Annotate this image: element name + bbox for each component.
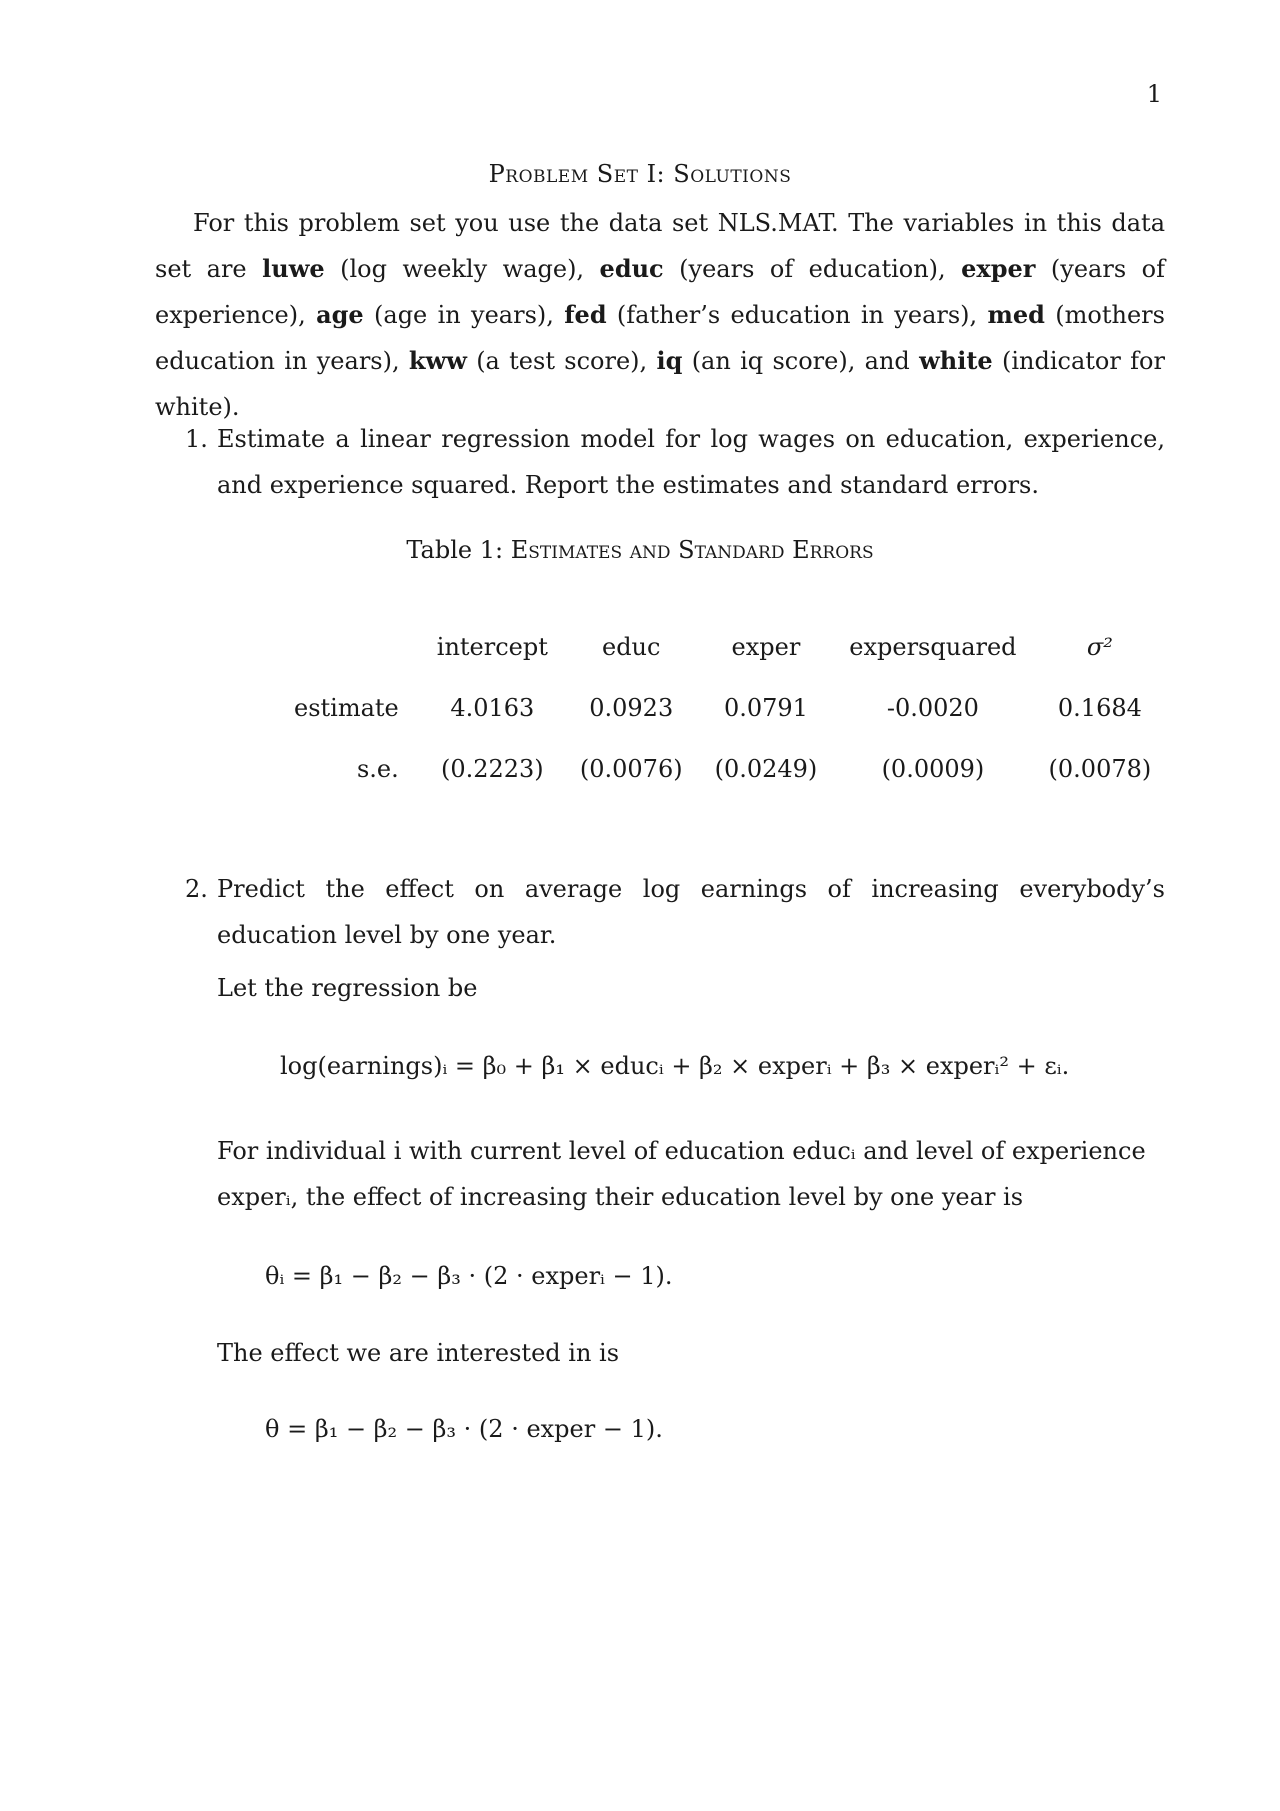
table-cell: 0.0791 <box>723 693 808 722</box>
var-name: educ <box>599 254 664 283</box>
row-label: s.e. <box>356 754 399 783</box>
theta-i-equation: θᵢ = β₁ − β₂ − β₃ · (2 · experᵢ − 1). <box>265 1262 673 1290</box>
question-text: Estimate a linear regression model for log wages on education, experience, and experience squared. Report the estimates and standard errors. <box>217 425 1165 499</box>
var-desc: (father’s education in years), <box>616 301 978 329</box>
table-row <box>278 738 1167 799</box>
table-corner <box>278 616 421 677</box>
table-cell: 4.0163 <box>450 693 535 722</box>
var-name: kww <box>408 346 467 375</box>
var-name: luwe <box>262 254 325 283</box>
var-name: fed <box>564 300 607 329</box>
table-header: σ² <box>1086 632 1113 661</box>
table-header: educ <box>601 632 661 661</box>
var-desc: (years of education), <box>679 255 946 283</box>
table-cell: (0.0078) <box>1048 754 1152 783</box>
let-paragraph: Let the regression be <box>217 974 478 1002</box>
table-cell: (0.2223) <box>440 754 544 783</box>
table-cell: (0.0249) <box>714 754 818 783</box>
interest-paragraph: The effect we are interested in is <box>217 1339 620 1367</box>
question-text: Predict the effect on average log earnings of increasing everybody’s education level by one year. <box>217 875 1165 949</box>
table-caption-prefix: Table 1: <box>406 536 504 564</box>
var-desc: (years of experience), <box>155 255 1165 329</box>
var-name: med <box>987 300 1045 329</box>
var-name: iq <box>656 346 683 375</box>
var-name: exper <box>961 254 1036 283</box>
page-title: Problem Set I: Solutions <box>488 160 792 188</box>
page-number: 1 <box>1146 80 1162 108</box>
table-cell: (0.0076) <box>579 754 683 783</box>
var-desc: (age in years), <box>374 301 554 329</box>
question-number: 2. <box>185 875 208 903</box>
question-number: 1. <box>185 425 208 453</box>
question-2 <box>185 866 1165 958</box>
table-cell: -0.0020 <box>886 693 979 722</box>
var-desc: (indicator for white). <box>155 347 1165 421</box>
var-desc: (an iq score), and <box>691 347 910 375</box>
regression-equation: log(earnings)ᵢ = β₀ + β₁ × educᵢ + β₂ × experᵢ + β₃ × experᵢ² + εᵢ. <box>280 1052 1070 1080</box>
table-header-row <box>278 616 1167 677</box>
intro-lead: For this problem set you use the data set NLS.MAT. The variables in this data set are <box>155 209 1165 283</box>
row-label: estimate <box>294 693 399 722</box>
var-desc: (a test score), <box>476 347 648 375</box>
theta-equation: θ = β₁ − β₂ − β₃ · (2 · exper − 1). <box>265 1415 663 1443</box>
results-table <box>278 616 1167 799</box>
table-caption-title: Estimates and Standard Errors <box>510 536 874 564</box>
table-caption <box>0 536 1280 564</box>
table-cell: (0.0009) <box>881 754 985 783</box>
var-desc: (log weekly wage), <box>340 255 585 283</box>
table-header: expersquared <box>849 632 1017 661</box>
var-name: white <box>919 346 993 375</box>
table-row <box>278 677 1167 738</box>
table-cell: 0.0923 <box>589 693 674 722</box>
individual-paragraph: For individual i with current level of education educᵢ and level of experience experᵢ, the effect of increasing their education level by one year is <box>217 1137 1146 1211</box>
intro-paragraph <box>155 200 1165 430</box>
question-1 <box>185 416 1165 508</box>
var-name: age <box>316 300 364 329</box>
table-header: intercept <box>436 632 548 661</box>
table-cell: 0.1684 <box>1057 693 1142 722</box>
var-desc: (mothers education in years), <box>155 301 1165 375</box>
table-header: exper <box>731 632 801 661</box>
